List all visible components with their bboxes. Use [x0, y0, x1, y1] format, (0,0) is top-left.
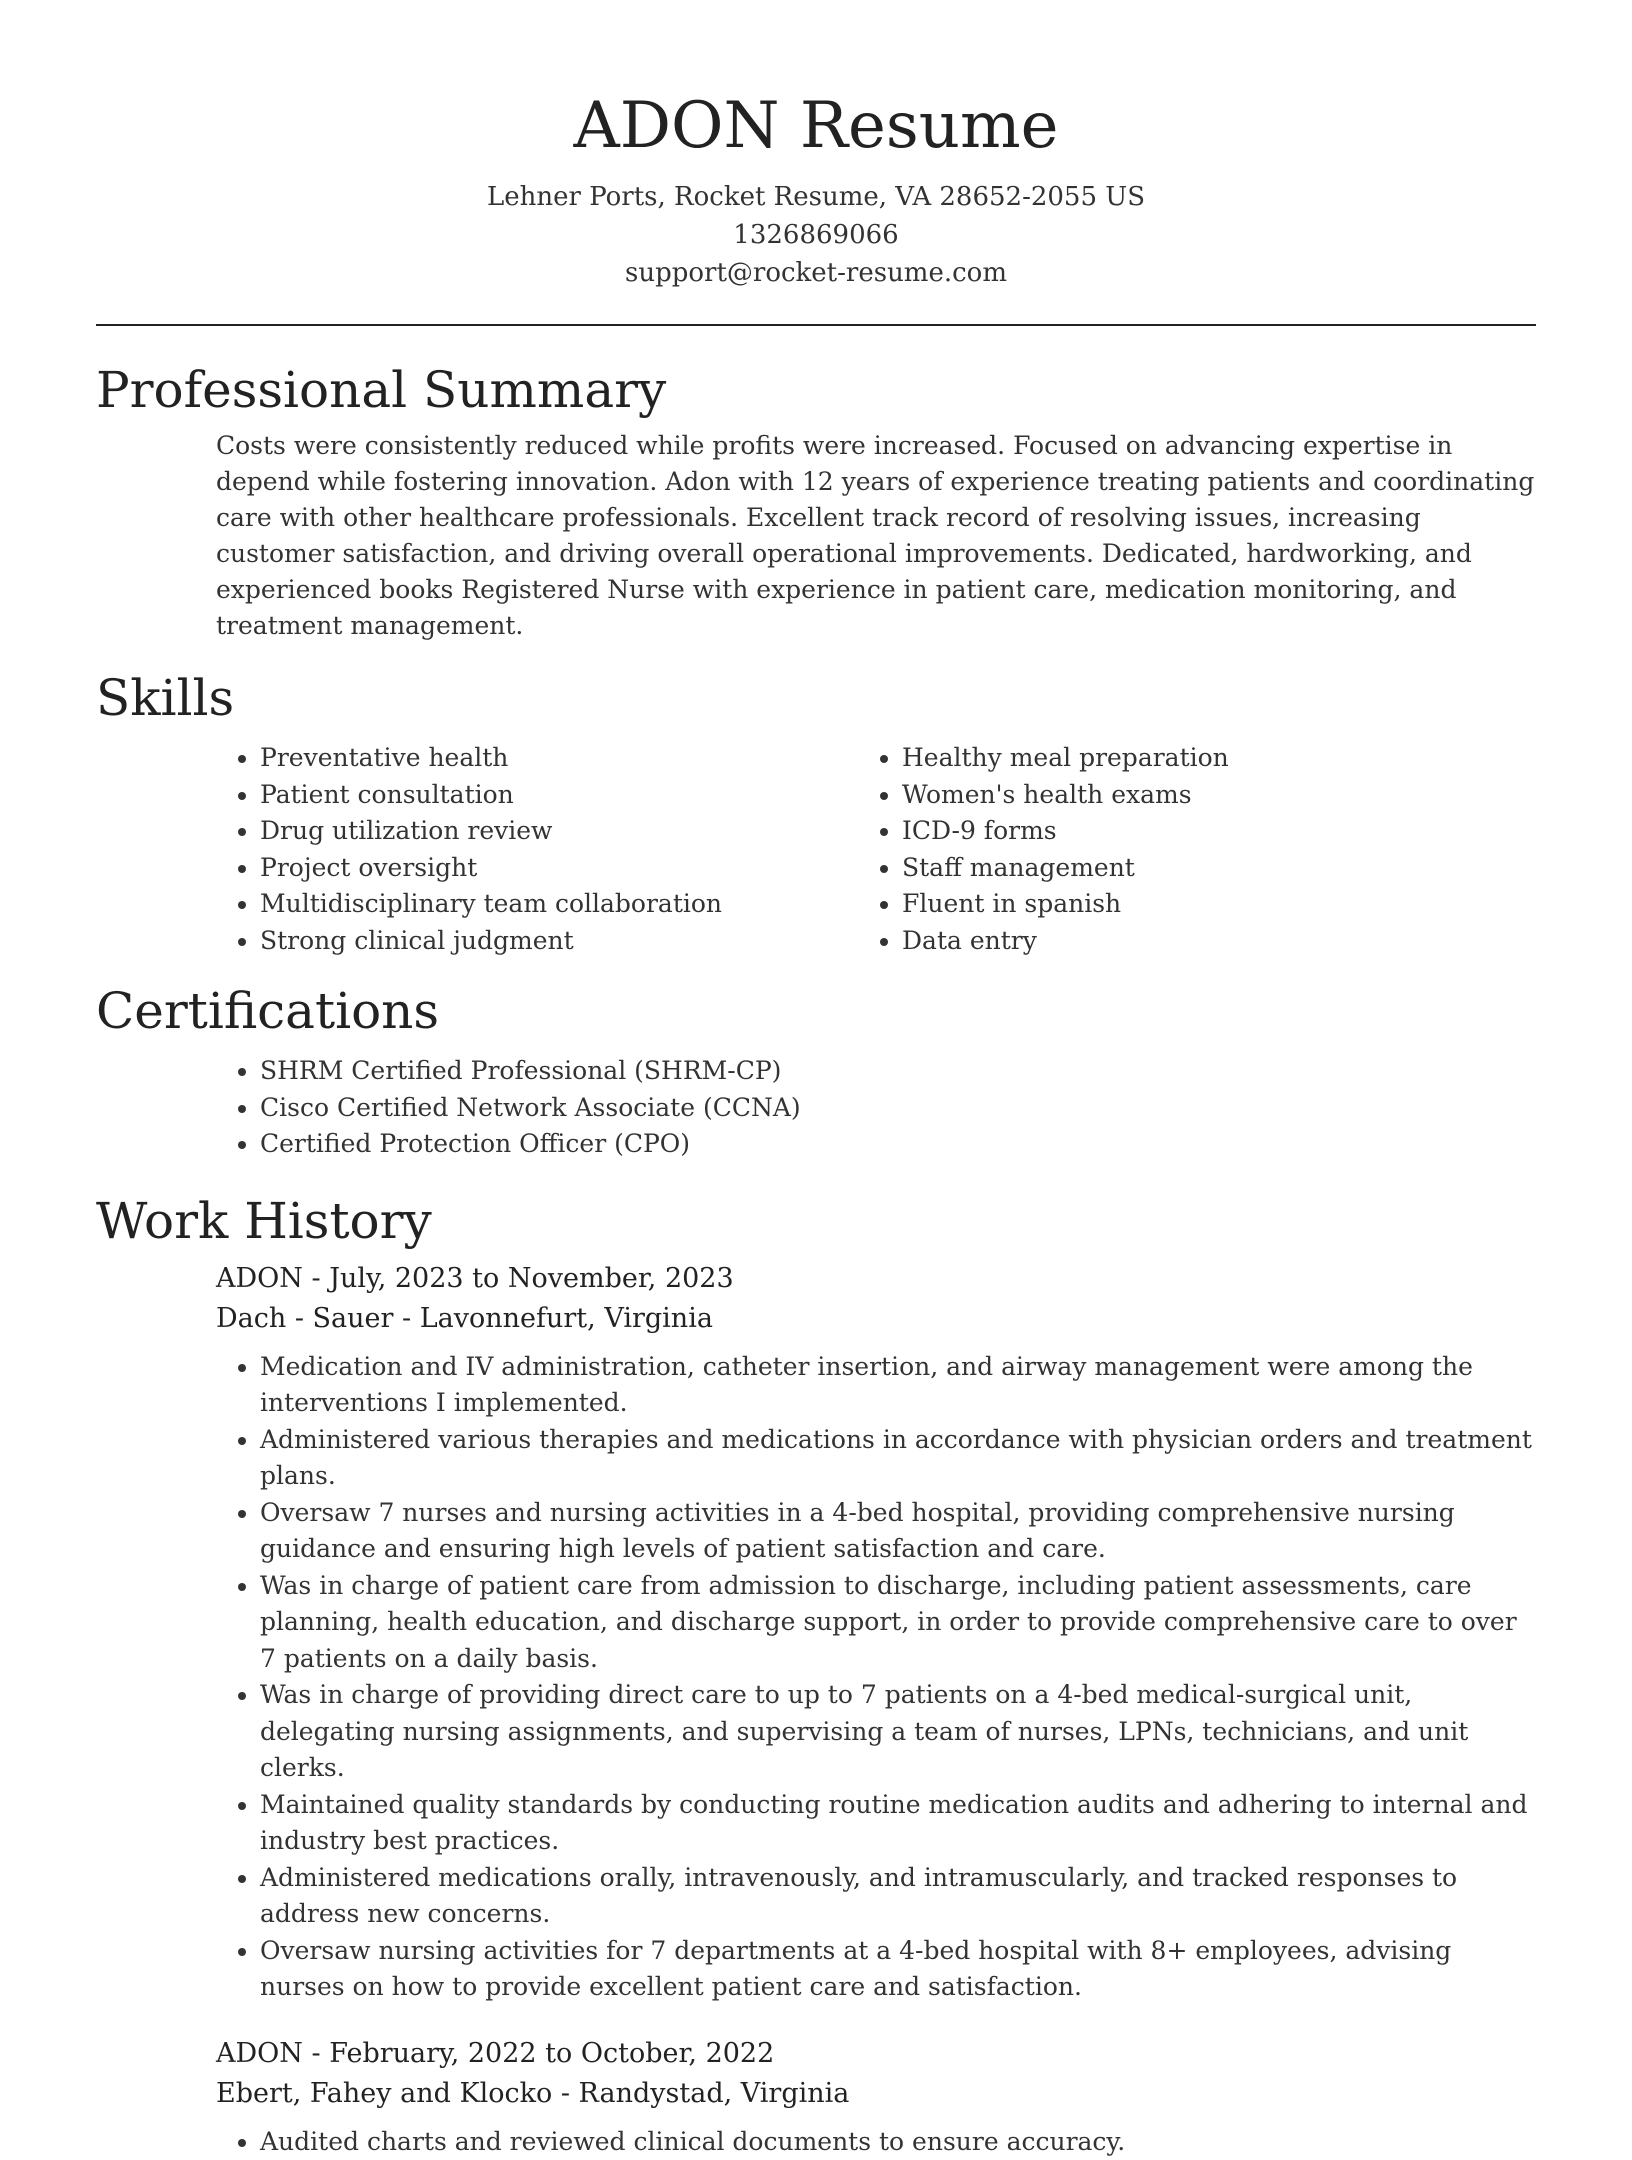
- title-dates-separator: -: [303, 2038, 329, 2069]
- certifications-section: [96, 981, 1536, 1163]
- skill-item: • Multidisciplinary team collaboration: [260, 886, 898, 923]
- company-location-separator: -: [552, 2078, 578, 2109]
- contact-email: support@rocket-resume.com: [96, 254, 1536, 292]
- job-location: Lavonnefurt, Virginia: [420, 1303, 713, 1334]
- job-bullet: • Maintained quality standards by conducting routine medication audits and adhering to internal and industry best practices.: [260, 1787, 1536, 1860]
- job-bullet: • Oversaw 7 nurses and nursing activities in a 4-bed hospital, providing comprehensive nursing guidance and ensuring high levels of patient satisfaction and care.: [260, 1495, 1536, 1568]
- job-company: Dach - Sauer: [216, 1303, 393, 1334]
- skill-item: • Women's health exams: [902, 777, 1536, 814]
- skills-list-right: [898, 740, 1536, 959]
- job-entry: [216, 1259, 1536, 2006]
- job-bullet: • Was in charge of providing direct care to up to 7 patients on a 4-bed medical-surgical unit, delegating nursing assignments, and supervising a team of nurses, LPNs, technicians, and unit clerks.: [260, 1677, 1536, 1787]
- skill-item: • Preventative health: [260, 740, 898, 777]
- job-company-line: [216, 1299, 1536, 1339]
- skill-item: • Data entry: [902, 923, 1536, 960]
- job-location: Randystad, Virginia: [579, 2078, 850, 2109]
- skill-item: • Drug utilization review: [260, 813, 898, 850]
- skills-heading: Skills: [96, 668, 1536, 728]
- job-title: ADON: [216, 2038, 303, 2069]
- resume-name: ADON Resume: [96, 88, 1536, 164]
- summary-heading: Professional Summary: [96, 360, 1536, 420]
- job-bullets: [216, 2124, 1536, 2160]
- header-divider: [96, 324, 1536, 326]
- job-entry: [216, 2034, 1536, 2160]
- resume-page: [96, 0, 1536, 2160]
- job-company: Ebert, Fahey and Klocko: [216, 2078, 552, 2109]
- contact-block: [96, 178, 1536, 292]
- job-bullet: • Administered medications orally, intravenously, and intramuscularly, and tracked responses to address new concerns.: [260, 1860, 1536, 1933]
- job-bullets: [216, 1349, 1536, 2006]
- job-title-line: [216, 1259, 1536, 1299]
- work-history-heading: Work History: [96, 1191, 1536, 1251]
- certification-item: • SHRM Certified Professional (SHRM-CP): [260, 1053, 1536, 1090]
- job-dates: July, 2023 to November, 2023: [329, 1263, 733, 1294]
- job-bullet: • Audited charts and reviewed clinical documents to ensure accuracy.: [260, 2124, 1536, 2160]
- job-title-line: [216, 2034, 1536, 2074]
- summary-text: Costs were consistently reduced while profits were increased. Focused on advancing expertise in depend while fostering innovation. Adon with 12 years of experience treating patients and coordinating care with other healthcare professionals. Excellent track record of resolving issues, increasing customer satisfaction, and driving overall operational improvements. Dedicated, hardworking, and experienced books Registered Nurse with experience in patient care, medication monitoring, and treatment management.: [216, 428, 1536, 644]
- certifications-list: [96, 1053, 1536, 1163]
- title-dates-separator: -: [303, 1263, 329, 1294]
- summary-section: [96, 360, 1536, 644]
- job-bullet: • Administered various therapies and medications in accordance with physician orders and treatment plans.: [260, 1422, 1536, 1495]
- certification-item: • Certified Protection Officer (CPO): [260, 1126, 1536, 1163]
- contact-phone: 1326869066: [96, 216, 1536, 254]
- company-location-separator: -: [393, 1303, 419, 1334]
- job-bullet: • Oversaw nursing activities for 7 departments at a 4-bed hospital with 8+ employees, advising nurses on how to provide excellent patient care and satisfaction.: [260, 1933, 1536, 2006]
- skill-item: • Healthy meal preparation: [902, 740, 1536, 777]
- resume-header: [96, 0, 1536, 292]
- job-company-line: [216, 2074, 1536, 2114]
- certifications-heading: Certifications: [96, 981, 1536, 1041]
- skill-item: • Patient consultation: [260, 777, 898, 814]
- job-dates: February, 2022 to October, 2022: [329, 2038, 774, 2069]
- skill-item: • Fluent in spanish: [902, 886, 1536, 923]
- skill-item: • ICD-9 forms: [902, 813, 1536, 850]
- job-title: ADON: [216, 1263, 303, 1294]
- skills-list-left: [96, 740, 898, 959]
- skill-item: • Staff management: [902, 850, 1536, 887]
- skill-item: • Strong clinical judgment: [260, 923, 898, 960]
- job-bullet: • Was in charge of patient care from admission to discharge, including patient assessments, care planning, health education, and discharge support, in order to provide comprehensive care to over 7 patients on a daily basis.: [260, 1568, 1536, 1678]
- skill-item: • Project oversight: [260, 850, 898, 887]
- work-history-section: [96, 1191, 1536, 2160]
- skills-columns: [96, 740, 1536, 959]
- job-bullet: • Medication and IV administration, catheter insertion, and airway management were among the interventions I implemented.: [260, 1349, 1536, 1422]
- contact-address: Lehner Ports, Rocket Resume, VA 28652-2055 US: [96, 178, 1536, 216]
- skills-section: [96, 668, 1536, 959]
- certification-item: • Cisco Certified Network Associate (CCNA): [260, 1090, 1536, 1127]
